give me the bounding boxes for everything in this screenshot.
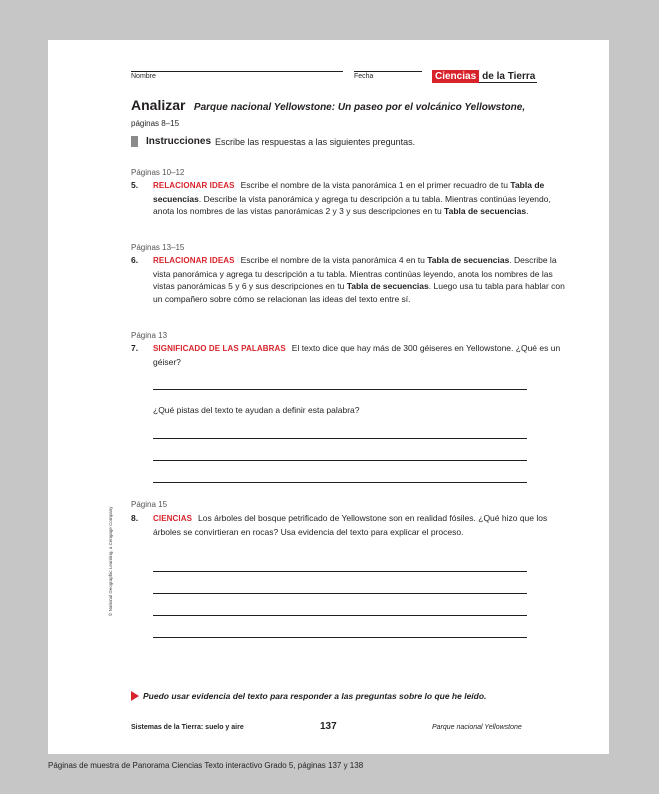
page-ref-q5: Páginas 10–12 [131, 168, 185, 177]
answer-line[interactable] [153, 389, 527, 390]
question-7 [131, 342, 571, 368]
instructions-bar-icon [131, 136, 138, 147]
learning-goal-text: Puedo usar evidencia del texto para responder a las preguntas sobre lo que he leído. [143, 691, 487, 701]
subject-brand [432, 70, 537, 83]
brand-tierra: de la Tierra [479, 70, 537, 83]
question-keyword: RELACIONAR IDEAS [153, 181, 235, 190]
question-text-segment: . Describe la vista panorámica y agrega tu descripción a tu tabla. Mientras continúas leyendo, anota los nombres de las vistas panorámicas 2 y 3 y sus descripciones en tu [153, 193, 551, 217]
page-title [131, 97, 525, 115]
title-subtitle: Parque nacional Yellowstone: Un paseo por el volcánico Yellowstone, [193, 102, 526, 113]
answer-line[interactable] [153, 438, 527, 439]
answer-line[interactable] [153, 637, 527, 638]
sample-caption: Páginas de muestra de Panorama Ciencias Texto interactivo Grado 5, páginas 137 y 138 [48, 761, 364, 770]
question-5 [131, 179, 571, 218]
footer-title: Parque nacional Yellowstone [432, 724, 522, 731]
question-text-segment: Escribe el nombre de la vista panorámica 1 en el primer recuadro de tu [240, 180, 511, 190]
instructions [131, 136, 415, 147]
title-pages: páginas 8–15 [131, 119, 180, 128]
arrow-right-icon [131, 691, 139, 701]
nombre-line [131, 71, 343, 72]
question-body [153, 342, 571, 368]
fecha-label: Fecha [354, 73, 374, 80]
copyright-notice: © National Geographic Learning, a Cengage Company [108, 506, 113, 616]
question-text-segment: El texto dice que hay más de 300 géiseres en Yellowstone. ¿Qué es un géiser? [153, 343, 561, 367]
footer-unit: Sistemas de la Tierra: suelo y aire [131, 724, 244, 731]
answer-line[interactable] [153, 460, 527, 461]
question-text-segment: Escribe el nombre de la vista panorámica 4 en tu [240, 255, 428, 265]
question-7-followup: ¿Qué pistas del texto te ayudan a definir esta palabra? [153, 405, 360, 415]
question-bold-term: Tabla de secuencias [427, 255, 510, 265]
question-number: 7. [131, 343, 139, 353]
answer-line[interactable] [153, 593, 527, 594]
question-text-segment: . [526, 206, 529, 217]
question-keyword: RELACIONAR IDEAS [153, 256, 235, 265]
question-number: 6. [131, 255, 139, 265]
question-body [153, 512, 571, 538]
question-body [153, 179, 571, 218]
footer-page-number: 137 [320, 721, 337, 732]
question-8 [131, 512, 571, 538]
question-text [153, 513, 547, 537]
question-keyword: CIENCIAS [153, 514, 193, 523]
page-ref-q7: Página 13 [131, 331, 168, 340]
learning-goal [131, 691, 486, 701]
page-ref-q8: Página 15 [131, 500, 168, 509]
question-text-segment: Los árboles del bosque petrificado de Yellowstone son en realidad fósiles. ¿Qué hizo que los árboles se convirtieran en rocas? Usa evidencia del texto para explicar el proceso. [153, 513, 548, 537]
answer-line[interactable] [153, 571, 527, 572]
page-ref-q6: Páginas 13–15 [131, 243, 185, 252]
question-text-segment: . Describe la vista panorámica y agrega tu descripción a tu tabla. Mientras continúas leyendo, anota los nombres de las vistas panorámicas 5 y 6 y sus descripciones en tu [153, 255, 557, 292]
instructions-text: Escribe las respuestas a las siguientes preguntas. [215, 136, 416, 147]
question-keyword: SIGNIFICADO DE LAS PALABRAS [153, 344, 286, 353]
question-bold-term: Tabla de secuencias [346, 281, 429, 292]
question-number: 8. [131, 513, 139, 523]
title-main: Analizar [131, 97, 186, 113]
question-number: 5. [131, 180, 139, 190]
answer-line[interactable] [153, 615, 527, 616]
question-bold-term: Tabla de secuencias [444, 206, 527, 217]
answer-line[interactable] [153, 482, 527, 483]
question-body [153, 254, 571, 305]
worksheet-page [48, 40, 609, 754]
question-text-segment: . Luego usa tu tabla para hablar con un compañero sobre cómo se relacionan las ideas del texto entre sí. [153, 281, 565, 304]
question-6 [131, 254, 571, 305]
question-bold-term: Tabla de secuencias [153, 180, 545, 204]
brand-ciencias: Ciencias [432, 70, 479, 83]
fecha-line [354, 71, 422, 72]
nombre-label: Nombre [131, 73, 156, 80]
instructions-label: Instrucciones [146, 136, 212, 147]
